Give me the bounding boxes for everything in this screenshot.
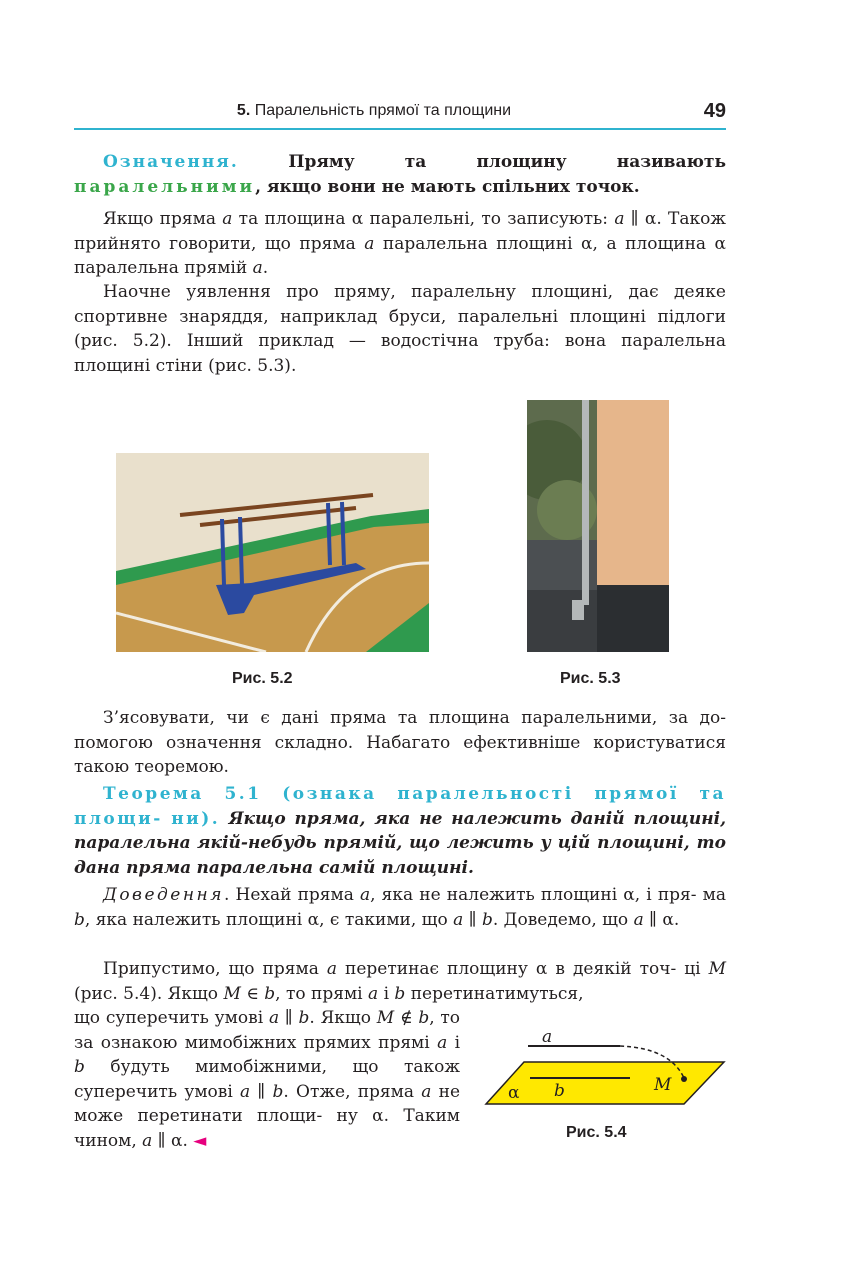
text: помогою означення складно. Набагато ефективніше користуватися (74, 732, 726, 753)
figure-5-4-caption: Рис. 5.4 (566, 1124, 627, 1141)
text: Припустимо, що пряма (103, 959, 319, 979)
paragraph-transition (74, 706, 726, 780)
chapter-number: 5. (236, 102, 251, 119)
text: будуть мимобіжними, що (110, 1057, 379, 1077)
var: b (272, 1081, 284, 1102)
text: . Нехай пряма (224, 885, 354, 905)
text: то за ознакою мимобіжних прямих (74, 1008, 461, 1053)
paragraph-assume-narrow (74, 1006, 460, 1153)
var: a (142, 1130, 153, 1151)
var: a (364, 233, 375, 254)
var: a (421, 1081, 432, 1102)
label-a: a (542, 1027, 553, 1047)
text: і (454, 1032, 461, 1053)
var: a (368, 983, 379, 1004)
text: пряма (357, 1081, 414, 1102)
text: перетинатимуться, (410, 983, 584, 1004)
paragraph-examples (74, 280, 726, 378)
figure-5-3-caption: Рис. 5.3 (560, 670, 621, 687)
paragraph-assume (74, 957, 726, 1006)
var: b (264, 983, 276, 1004)
theorem-text: якій-небудь прямій, що лежить у цій площині, то дана пряма (74, 833, 726, 878)
text: . Якщо (309, 1008, 371, 1028)
label-alpha: α (508, 1083, 520, 1103)
proof (74, 883, 726, 932)
var: a (268, 1008, 280, 1028)
var: a (437, 1032, 448, 1053)
var: a (633, 909, 644, 930)
var: b (298, 1008, 310, 1028)
chapter-title-text: Паралельність прямої та площини (254, 102, 512, 119)
var: b (74, 909, 85, 930)
theorem-text: паралельна самій площині. (196, 857, 474, 878)
text: ∥ (468, 909, 477, 930)
var: b (74, 1057, 85, 1077)
var: b (394, 983, 406, 1004)
definition (74, 150, 726, 199)
var: M (223, 983, 241, 1004)
theorem-label-end: ни). (171, 808, 221, 829)
var: a (222, 209, 233, 229)
text: , (429, 1008, 435, 1028)
text: ∥ (257, 1081, 266, 1102)
theorem-label: Теорема 5.1 (ознака паралельності прямої та площи- (74, 784, 726, 829)
figure-5-2-caption: Рис. 5.2 (232, 670, 293, 687)
text: ці (684, 959, 701, 979)
definition-label: Означення. (103, 152, 239, 172)
text: ∥ α. (649, 909, 680, 930)
text: також суперечить умові (74, 1057, 461, 1102)
var: a (453, 909, 464, 930)
text: і (383, 983, 390, 1004)
definition-text: Пряму та площину називають (288, 152, 727, 172)
text: З’ясовувати, чи є дані пряма та площина паралельними, за до- (103, 708, 726, 728)
text: ∥ (284, 1008, 293, 1028)
var: M (708, 959, 727, 979)
text: (рис. 5.2). Інший приклад — водостічна труба: вона паралельна (74, 331, 726, 351)
running-header (74, 100, 726, 130)
text: прямі (378, 1032, 430, 1053)
text: . Отже, (283, 1081, 351, 1102)
text: такою теоремою. (74, 757, 229, 777)
var: b (418, 1008, 430, 1028)
text: площині стіни (рис. 5.3). (74, 355, 297, 376)
var: b (481, 909, 493, 930)
var: a (614, 209, 625, 229)
text: . (262, 258, 269, 278)
text: паралельна площині α, (382, 233, 598, 254)
text: ∉ (399, 1008, 413, 1028)
proof-label: Доведення (103, 885, 224, 905)
page-number: 49 (703, 100, 726, 122)
text: а площина α паралельна прямій (74, 233, 727, 278)
var: a (360, 885, 371, 905)
var: M (376, 1008, 395, 1028)
text: ∥ α. (157, 1130, 188, 1151)
text: (рис. 5.4). Якщо (74, 983, 219, 1004)
definition-term: паралельними (74, 176, 256, 197)
chapter-title (74, 102, 674, 120)
text: Також прийнято говорити, що пряма (74, 209, 727, 254)
theorem-5-1 (74, 782, 726, 880)
text: не може перетинати площи- (74, 1081, 461, 1126)
text: ма (702, 885, 726, 905)
text: спортивне знаряддя, наприклад бруси, паралельні площині підлоги (74, 306, 726, 327)
text: . Доведемо, що (492, 909, 629, 930)
text: , яка не належить площині α, і пря- (370, 885, 697, 905)
figure-drainpipe (527, 400, 669, 652)
text: Наочне уявлення про пряму, паралельну площині, дає деяке (103, 282, 726, 302)
text: ну α. Таким чином, (74, 1106, 460, 1151)
text: перетинає площину α в деякій точ- (345, 959, 677, 979)
text: , то прямі (275, 983, 363, 1004)
text: та площина α паралельні, то записують: (238, 209, 609, 229)
theorem-text: Якщо пряма, яка не належить даній площині, паралельна (74, 808, 727, 853)
label-b: b (554, 1081, 565, 1101)
figure-line-plane (482, 1022, 726, 1108)
text: що суперечить умові (74, 1008, 264, 1028)
text: Якщо пряма (103, 209, 216, 229)
text: , яка належить площині α, є такими, що (84, 909, 448, 930)
definition-text-end: , якщо вони не мають спільних точок. (255, 176, 640, 197)
var: a (240, 1081, 251, 1102)
paragraph-notation (74, 207, 726, 281)
figure-parallel-bars (116, 453, 429, 652)
text: ∥ α. (630, 209, 662, 229)
text: ∈ (246, 983, 259, 1004)
end-of-proof-icon: ◄ (193, 1130, 207, 1151)
var: a (252, 258, 263, 278)
var: a (326, 959, 337, 979)
label-M: M (654, 1075, 672, 1095)
